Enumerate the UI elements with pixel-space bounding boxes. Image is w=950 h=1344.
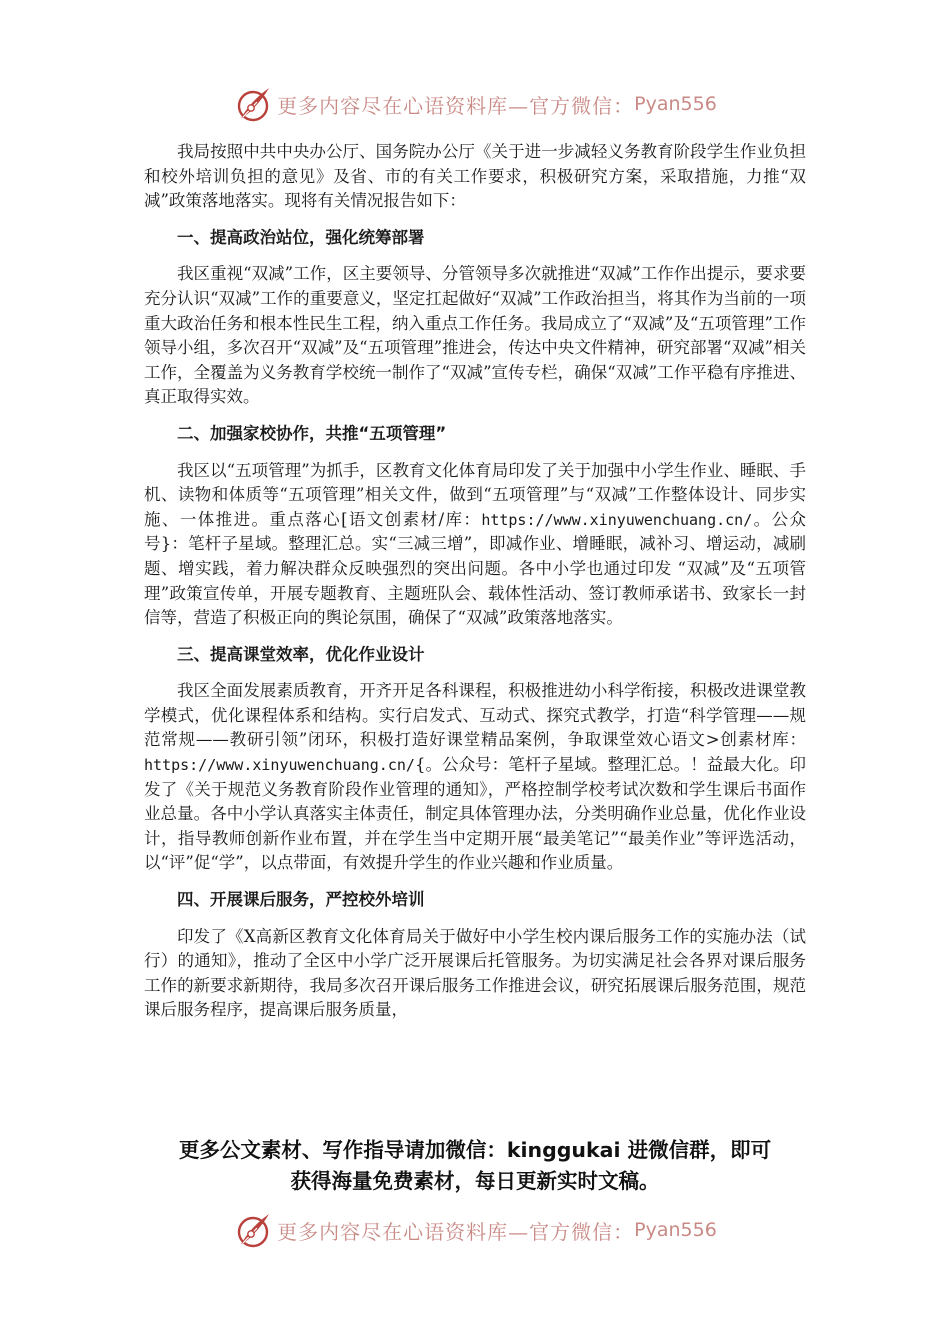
section-3-text-a: 我区全面发展素质教育，开齐开足各科课程，积极推进幼小科学衔接，积极改进课堂教学模式，优化课程体系和结构。实行启发式、互动式、探究式教学，打造“科学管理——规范常规——教研引领”闭环，积极打造好课堂精品案例，争取课堂效心语文>创素材库： [144, 681, 806, 750]
section-4-heading: 四、开展课后服务，严控校外培训 [177, 890, 425, 910]
promo-notice [100, 1135, 850, 1197]
section-3-text-b: {。公众号：笔杆子星域。整理汇总。！益最大化。印发了《关于规范义务教育阶段作业管理的通知》，严格控制学校考试次数和学生课后书面作业总量。各中小学认真落实主体责任，制定具体管理办法，分类明确作业总量，优化作业设计，指导教师创新作业布置，并在学生当中定期开展“最美笔记”“最美作业”等评选活动，以“评”促“学”，以点带面，有效提升学生的作业兴趣和作业质量。 [144, 755, 806, 873]
section-1-body: 我区重视“双减”工作，区主要领导、分管领导多次就推进“双减”工作作出提示，要求要充分认识“双减”工作的重要意义，坚定扛起做好“双减”工作政治担当，将其作为当前的一项重大政治任务和根本性民生工程，纳入重点工作任务。我局成立了“双减”及“五项管理”工作领导小组，多次召开“双减”及“五项管理”推进会，传达中央文件精神，研究部署“双减”相关工作，全覆盖为义务教育学校统一制作了“双减”宣传专栏，确保“双减”工作平稳有序推进、真正取得实效。 [144, 264, 806, 407]
section-3-heading: 三、提高课堂效率，优化作业设计 [177, 644, 425, 664]
intro-paragraph: 我局按照中共中央办公厅、国务院办公厅《关于进一步减轻义务教育阶段学生作业负担和校外培训负担的意见》及省、市的有关工作要求，积极研究方案，采取措施，力推“双减”政策落地落实。现将有关情况报告如下： [144, 142, 806, 211]
quill-pen-logo-icon [233, 84, 273, 124]
quill-pen-logo-icon [233, 1210, 273, 1250]
promo-line-2: 获得海量免费素材，每日更新实时文稿。 [290, 1169, 660, 1193]
section-4-body: 印发了《X高新区教育文化体育局关于做好中小学生校内课后服务工作的实施办法（试行）的通知》，推动了全区中小学广泛开展课后托管服务。为切实满足社会各界对课后服务工作的新要求新期待，我局多次召开课后服务工作推进会议，研究拓展课后服务范围，规范课后服务程序，提高课后服务质量， [144, 926, 806, 1020]
footer-banner [0, 1208, 950, 1252]
document-body [144, 140, 806, 1035]
section-3-body [144, 679, 806, 876]
section-2-url: https://www.xinyuwenchuang.cn/ [481, 510, 753, 529]
section-2-body [144, 459, 806, 631]
banner-text: 更多内容尽在心语资料库—官方微信： [277, 93, 635, 118]
section-2-text-a: 我区以“五项管理”为抓手，区教育文化体育局印发了关于加强中小学生作业、睡眠、手机、读物和体质等“五项管理”相关文件，做到“五项管理”与“双减”工作整体设计、同步实施、一体推进。重点落心[语文创素材/库： [144, 460, 806, 529]
section-2-heading: 二、加强家校协作，共推“五项管理” [177, 423, 447, 443]
section-1-heading: 一、提高政治站位，强化统筹部署 [177, 227, 425, 247]
banner-text: 更多内容尽在心语资料库—官方微信： [277, 1219, 635, 1244]
promo-line-1: 更多公文素材、写作指导请加微信：kinggukai 进微信群，即可 [178, 1138, 772, 1162]
section-3-url: https://www.xinyuwenchuang.cn/ [144, 756, 415, 775]
section-2-text-b: 。公众号}：笔杆子星域。整理汇总。实“三减三增”，即减作业、增睡眠，减补习、增运动，减刷题、增实践，着力解决群众反映强烈的突出问题。各中小学也通过印发 “双减”及“五项管理”政策宣传单，开展专题教育、主题班队会、载体性活动、签订教师承诺书、致家长一封信等，营造了积极正向的舆论氛围，确保了“双减”政策落地落实。 [144, 509, 806, 628]
header-banner [0, 82, 950, 126]
banner-wechat-id: Pyan556 [634, 93, 717, 115]
banner-wechat-id: Pyan556 [634, 1219, 717, 1241]
